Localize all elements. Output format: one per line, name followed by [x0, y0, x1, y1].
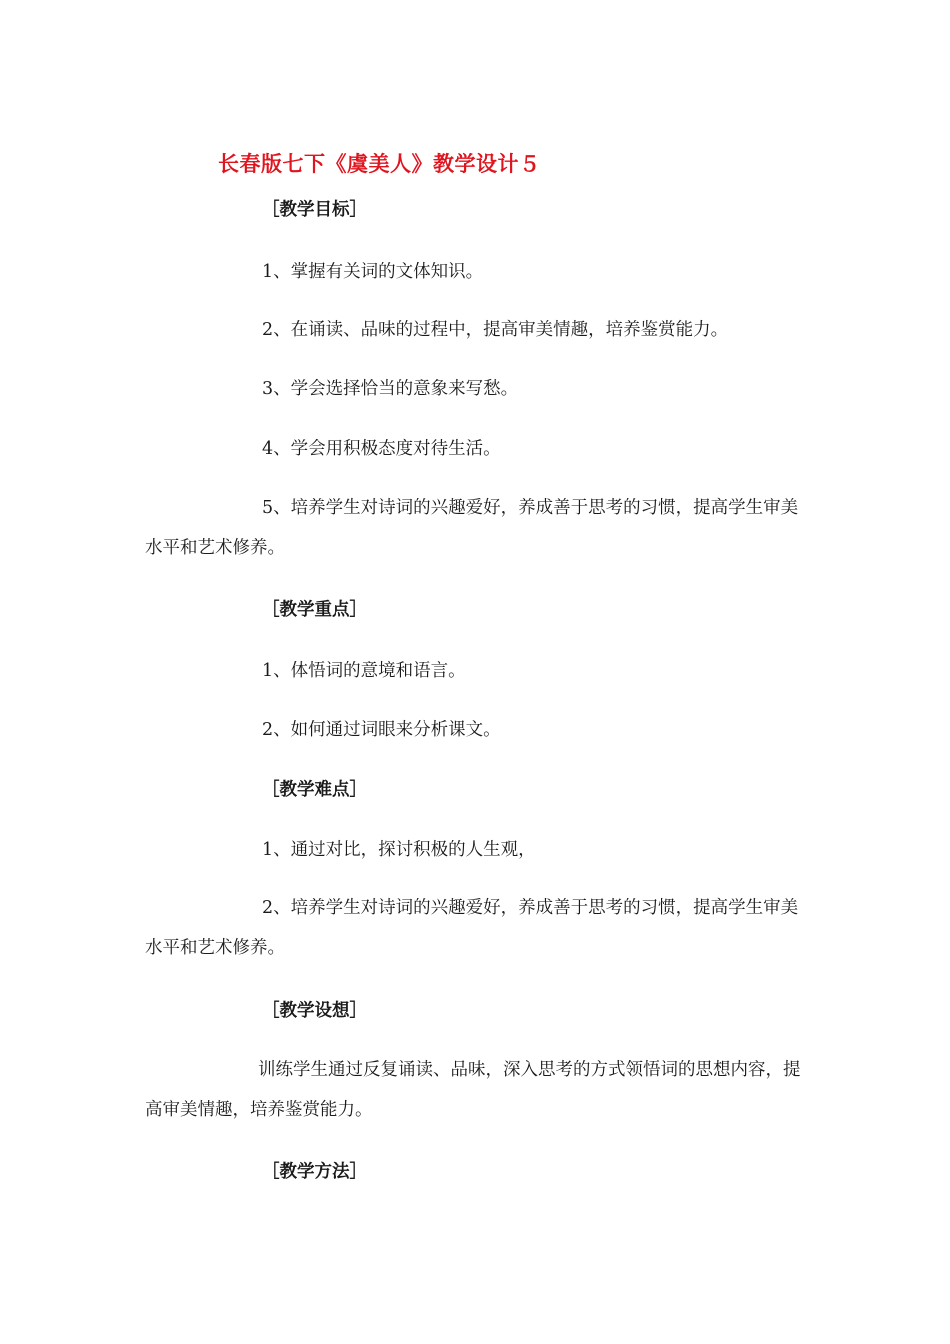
key-point-item-2: 2、如何通过词眼来分析课文。: [262, 720, 501, 740]
objective-item-5: 5、培养学生对诗词的兴趣爱好，养成善于思考的习惯，提高学生审美水平和艺术修养。: [145, 498, 799, 558]
section-heading-conception: ［教学设想］: [262, 1001, 367, 1021]
section-heading-difficulties: ［教学难点］: [262, 780, 367, 800]
conception-item-1: 训练学生通过反复诵读、品味，深入思考的方式领悟词的思想内容，提高审美情趣，培养鉴赏能力。: [145, 1060, 801, 1120]
document-title: 长春版七下《虞美人》教学设计５: [218, 151, 541, 176]
objective-item-2: 2、在诵读、品味的过程中，提高审美情趣，培养鉴赏能力。: [262, 320, 729, 340]
objective-item-1: 1、掌握有关词的文体知识。: [262, 262, 484, 282]
key-point-item-1: 1、体悟词的意境和语言。: [262, 661, 466, 681]
difficulty-item-2: 2、培养学生对诗词的兴趣爱好，养成善于思考的习惯，提高学生审美水平和艺术修养。: [145, 898, 799, 958]
section-heading-objectives: ［教学目标］: [262, 200, 367, 220]
section-heading-key-points: ［教学重点］: [262, 600, 367, 620]
section-heading-methods: ［教学方法］: [262, 1162, 367, 1182]
objective-item-4: 4、学会用积极态度对待生活。: [262, 439, 501, 459]
objective-item-3: 3、学会选择恰当的意象来写愁。: [262, 379, 519, 399]
difficulty-item-1: 1、通过对比，探讨积极的人生观，: [262, 840, 536, 860]
